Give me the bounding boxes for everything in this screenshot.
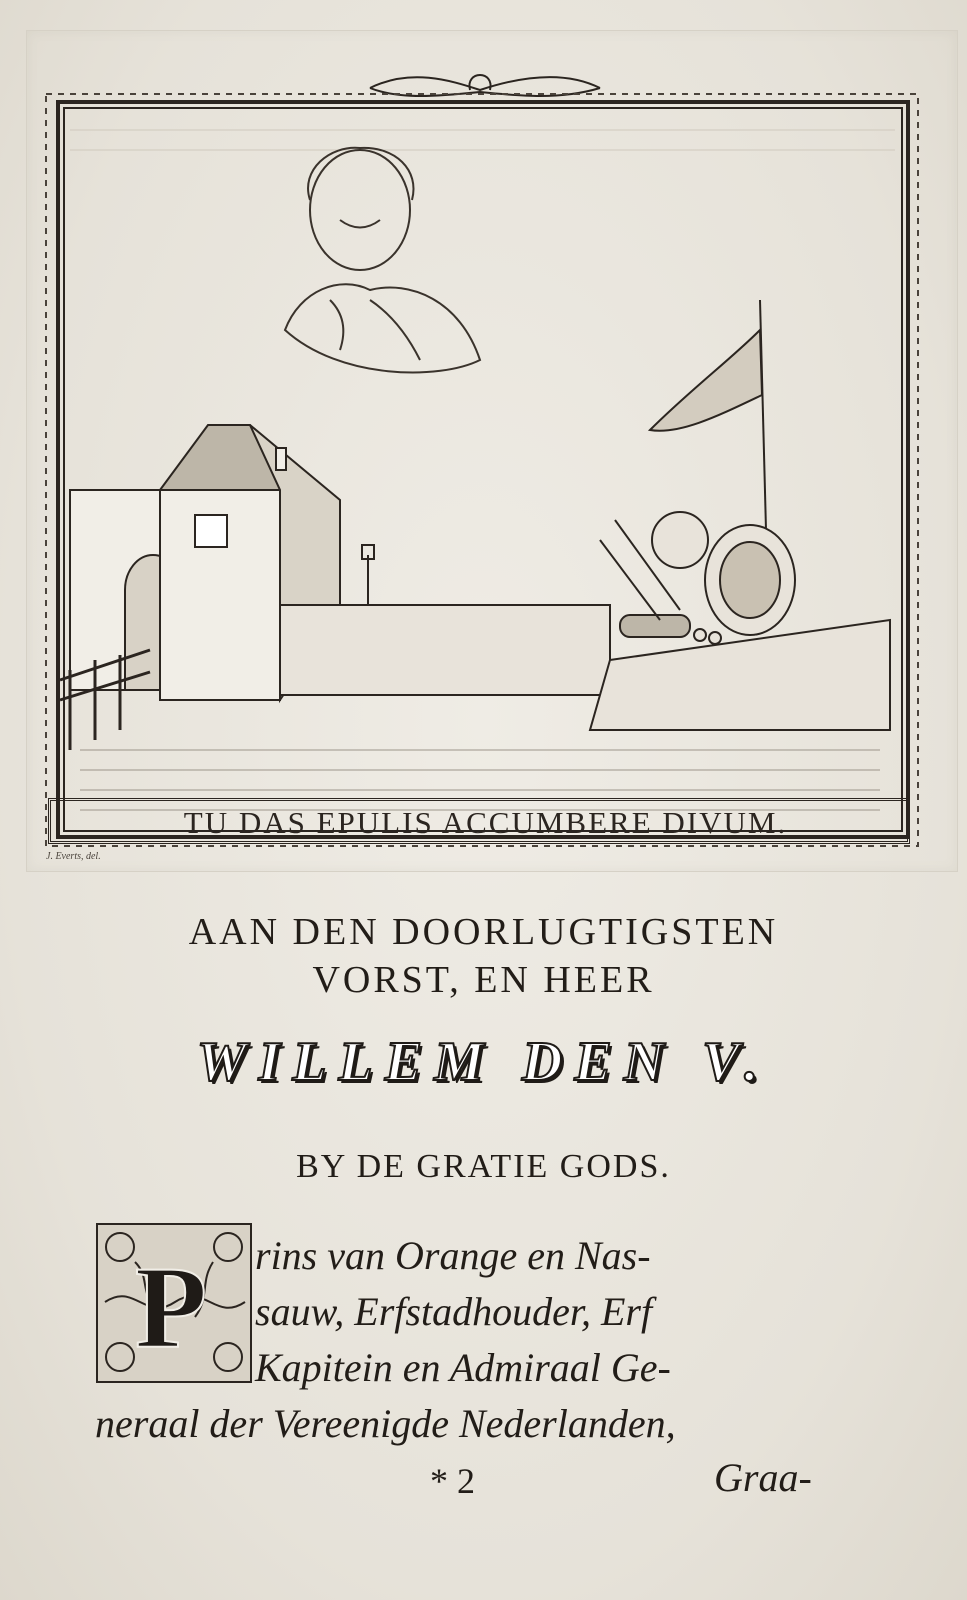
signature-mark: * 2 — [430, 1461, 475, 1501]
engraving-illustration — [40, 60, 920, 855]
catchword: Graa- — [714, 1455, 812, 1500]
body-line-4: neraal der Vereenigde Nederlanden, — [95, 1401, 676, 1446]
quay — [280, 605, 890, 730]
drop-cap-letter: P — [135, 1242, 208, 1373]
dedication-line-1: AAN DEN DOORLUGTIGSTEN — [188, 911, 779, 953]
dedicatee-name: WILLEM DEN V. — [196, 1031, 771, 1093]
trophy-of-arms — [600, 300, 795, 644]
lamp-post — [362, 545, 374, 605]
grace-line: BY DE GRATIE GODS. — [296, 1148, 671, 1185]
dedication-line-2: VORST, EN HEER — [312, 959, 655, 1001]
body-line-1: rins van Orange en Nas- — [255, 1233, 651, 1278]
body-line-2: sauw, Erfstadhouder, Erf — [255, 1289, 653, 1334]
body-text — [95, 1228, 855, 1452]
engraving-artwork — [40, 60, 920, 855]
body-line-3: Kapitein en Admiraal Ge- — [255, 1345, 671, 1390]
motto-inscription: TU DAS EPULIS ACCUMBERE DIVUM. — [183, 805, 788, 840]
artist-credit: J. Everts, del. — [46, 851, 101, 862]
ribbon-bow — [370, 75, 600, 96]
portrait-bust — [285, 148, 480, 373]
